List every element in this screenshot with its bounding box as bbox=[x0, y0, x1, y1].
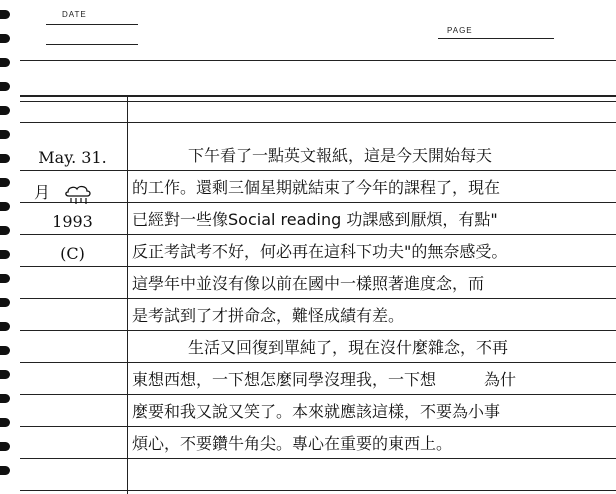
binder-hole bbox=[0, 226, 10, 235]
ruled-line bbox=[20, 394, 616, 395]
page-underline bbox=[438, 38, 554, 39]
body-line-2: 的工作。還剩三個星期就結束了今年的課程了，現在 bbox=[132, 178, 501, 197]
binder-hole bbox=[0, 130, 10, 139]
binder-hole bbox=[0, 250, 10, 259]
body-line-8: 東想西想，一下想怎麼同學沒理我，一下想 為什 bbox=[132, 370, 517, 389]
binder-hole bbox=[0, 82, 10, 91]
header-rule bbox=[20, 60, 616, 61]
margin-rule bbox=[127, 97, 128, 494]
binder-hole bbox=[0, 442, 10, 451]
ruled-line bbox=[20, 490, 616, 491]
ruled-line bbox=[20, 298, 616, 299]
ruled-line bbox=[20, 234, 616, 235]
binder-hole bbox=[0, 322, 10, 331]
body-line-5: 這學年中並沒有像以前在國中一樣照著進度念，而 bbox=[132, 274, 485, 293]
binder-hole bbox=[0, 466, 10, 475]
binder-hole bbox=[0, 394, 10, 403]
date-underline bbox=[46, 24, 138, 25]
binder-hole bbox=[0, 202, 10, 211]
ruled-line bbox=[20, 266, 616, 267]
body-line-1: 下午看了一點英文報紙，這是今天開始每天 bbox=[188, 146, 493, 165]
binder-hole bbox=[0, 34, 10, 43]
binder-hole bbox=[0, 346, 10, 355]
binder-hole bbox=[0, 274, 10, 283]
page-label: PAGE bbox=[447, 26, 473, 35]
body-line-10: 煩心，不要鑽牛角尖。專心在重要的東西上。 bbox=[132, 434, 453, 453]
binder-hole bbox=[0, 10, 10, 19]
ruled-line bbox=[20, 122, 616, 123]
date-label: DATE bbox=[62, 10, 87, 19]
ruled-line bbox=[20, 362, 616, 363]
binder-hole bbox=[0, 154, 10, 163]
body-line-3: 已經對一些像Social reading 功課感到厭煩，有點" bbox=[132, 210, 498, 229]
top-rule-thin bbox=[20, 101, 616, 102]
top-rule bbox=[20, 95, 616, 97]
binder-hole bbox=[0, 58, 10, 67]
entry-date: May. 31. bbox=[38, 148, 107, 167]
binder-holes bbox=[0, 0, 12, 494]
binder-hole bbox=[0, 370, 10, 379]
entry-year: 1993 bbox=[52, 212, 93, 231]
binder-hole bbox=[0, 418, 10, 427]
body-line-4: 反正考試考不好，何必再在這科下功夫"的無奈感受。 bbox=[132, 242, 508, 261]
ruled-line bbox=[20, 426, 616, 427]
body-line-9: 麼要和我又說又笑了。本來就應該這樣，不要為小事 bbox=[132, 402, 501, 421]
entry-day-row bbox=[20, 180, 125, 205]
entry-day: 月 bbox=[34, 183, 51, 202]
entry-mark: (C) bbox=[60, 244, 85, 263]
ruled-line bbox=[20, 458, 616, 459]
date-underline-2 bbox=[46, 44, 138, 45]
binder-hole bbox=[0, 178, 10, 187]
body-line-7: 生活又回復到單純了，現在沒什麼雜念，不再 bbox=[188, 338, 509, 357]
binder-hole bbox=[0, 298, 10, 307]
body-line-6: 是考試到了才拼命念，難怪成績有差。 bbox=[132, 306, 405, 325]
rain-cloud-icon bbox=[63, 183, 93, 205]
ruled-line bbox=[20, 170, 616, 171]
binder-hole bbox=[0, 106, 10, 115]
ruled-line bbox=[20, 330, 616, 331]
